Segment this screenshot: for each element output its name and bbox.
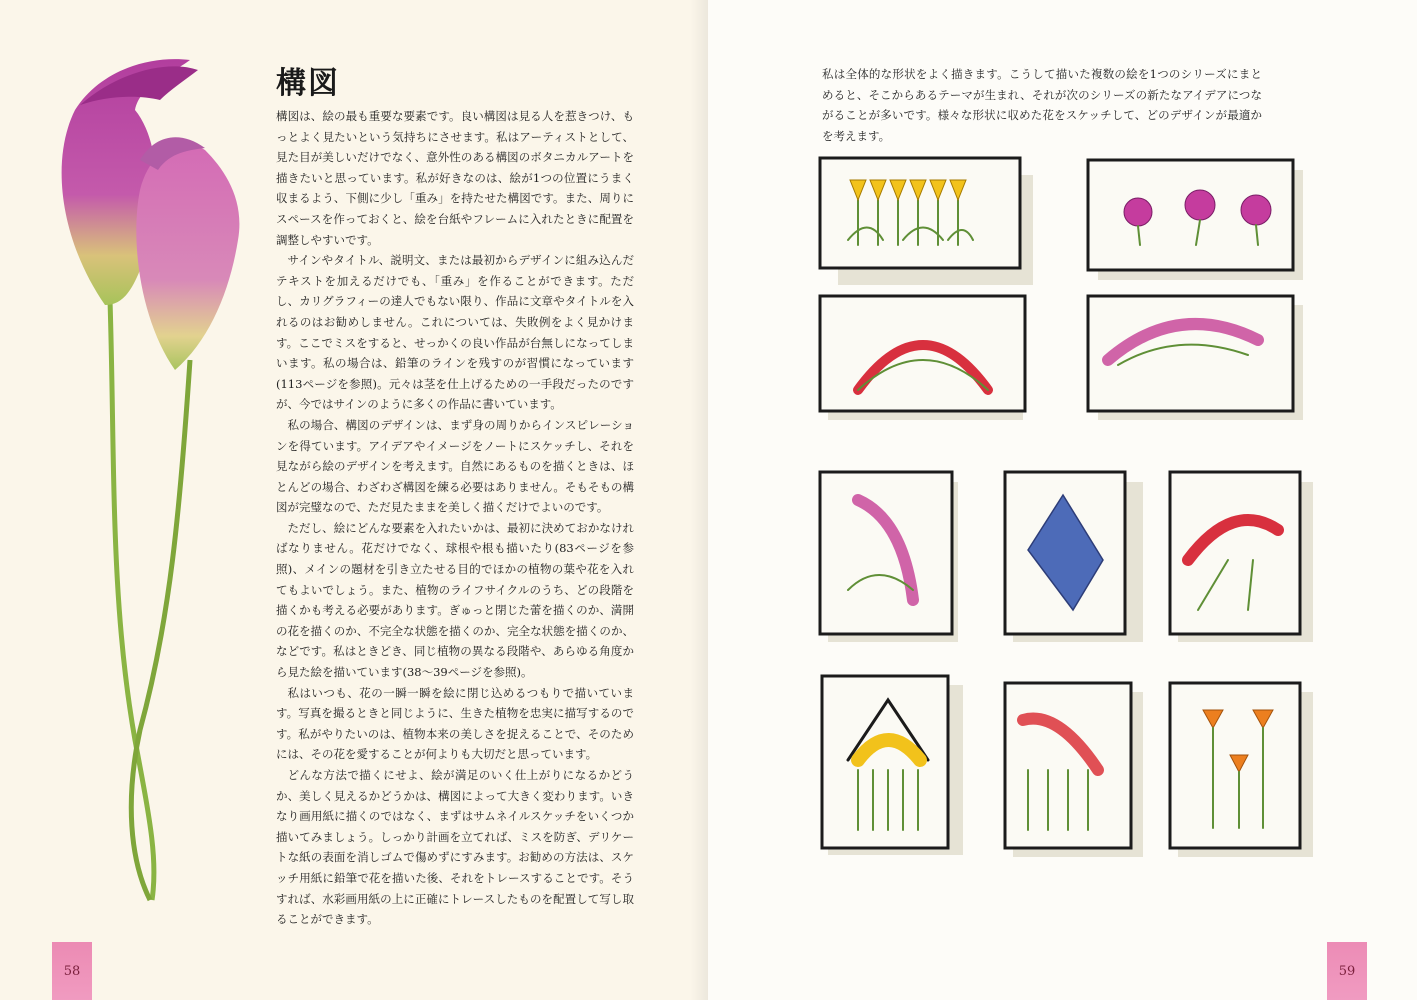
sketch-castle <box>1170 683 1313 857</box>
sketch-row-azaleas <box>1088 160 1303 280</box>
sketch-iris <box>1005 472 1143 642</box>
body-text <box>276 106 634 930</box>
paragraph: ただし、絵にどんな要素を入れたいかは、最初に決めておかなければなりません。花だけでなく、球根や根も描いたり(83ページを参照)、メインの題材を引き立たせる目的でほかの植物の葉や花を入れてもよいでしょう。また、植物のライフサイクルのうち、どの段階を描くかも考える必要があります。ぎゅっと閉じた蕾を描くのか、満開の花を描くのか、不完全な状態を描くのか、完全な状態を描くのか、などです。私はときどき、同じ植物の異なる段階や、あらゆる角度から見た絵を描いています(38〜39ページを参照)。 <box>276 520 634 680</box>
sketch-row-tulips <box>820 158 1033 285</box>
paragraph: どんな方法で描くにせよ、絵が満足のいく仕上がりになるかどうか、美しく見えるかどうかは、構図によって大きく変わります。いきなり画用紙に描くのではなく、まずはサムネイルスケッチをいくつか描いてみましょう。しっかり計画を立てれば、ミスを防ぎ、デリケートな紙の表面を消しゴムで傷めずにすみます。お勧めの方法は、スケッチ用紙に鉛筆で花を描いた後、それをトレースすることです。そうすれば、水彩画用紙の上に正確にトレースしたものを配置して写し取ることができます。 <box>276 768 634 927</box>
paragraph: サインやタイトル、説明文、または最初からデザインに組み込んだテキストを加えるだけでも、「重み」を作ることができます。ただし、カリグラフィーの達人でもない限り、作品に文章やタイトルを入れるのはお勧めしません。これについては、失敗例をよく見かけます。ここでミスをすると、せっかくの良い作品が台無しになってしまいます。私の場合は、鉛筆のラインを残すのが習慣になっています(113ページを参照)。元々は茎を仕上げるための一手段だったのですが、今ではサインのように多くの作品に書いています。 <box>276 253 634 412</box>
paragraph: 構図は、絵の最も重要な要素です。良い構図は見る人を惹きつけ、もっとよく見たいという気持ちにさせます。私はアーティストとして、見た目が美しいだけでなく、意外性のある構図のボタニカルアートを描きたいと思っています。私が好きなのは、絵が1つの位置にうまく収まるよう、下側に少し「重み」を持たせた構図です。また、周りにスペースを作っておくと、絵を台紙やフレームに入れたときに配置を調整しやすいです。 <box>276 109 634 247</box>
paragraph: 私の場合、構図のデザインは、まず身の周りからインスピレーションを得ています。アイデアやイメージをノートにスケッチし、それを見ながら絵のデザインを考えます。自然にあるものを描くときは、ほとんどの場合、わざわざ構図を練る必要はありません。そもそもの構図が完璧なので、ただ見たままを美しく描くだけでよいのです。 <box>276 417 634 515</box>
left-page <box>0 0 708 1000</box>
sketch-nerine <box>1170 472 1313 642</box>
calla-lily-illustration <box>40 40 260 920</box>
paragraph: 私はいつも、花の一瞬一瞬を絵に閉じ込めるつもりで描いています。写真を撮るときと同じように、生きた植物を忠実に描写するのです。私がやりたいのは、植物本来の美しさを捉えることで、そのためには、その花を愛することが何よりも大切だと思っています。 <box>276 685 634 762</box>
sketch-arc-pink <box>1088 296 1303 420</box>
intro-text: 私は全体的な形状をよく描きます。こうして描いた複数の絵を1つのシリーズにまとめると、そこからあるテーマが生まれ、それが次のシリーズの新たなアイデアにつながることが多いです。様々な形状に収めた花をスケッチして、どのデザインが最適かを考えます。 <box>822 67 1262 143</box>
page-number-right: 59 <box>1327 942 1367 1000</box>
thumbnail-sketches <box>708 0 1417 1000</box>
page-number-left: 58 <box>52 942 92 1000</box>
sketch-hyacinth <box>820 472 958 642</box>
sketch-step <box>1005 683 1143 857</box>
sketch-house <box>822 676 963 855</box>
sketch-arc-red <box>820 296 1025 420</box>
page-title: 構図 <box>276 66 340 101</box>
